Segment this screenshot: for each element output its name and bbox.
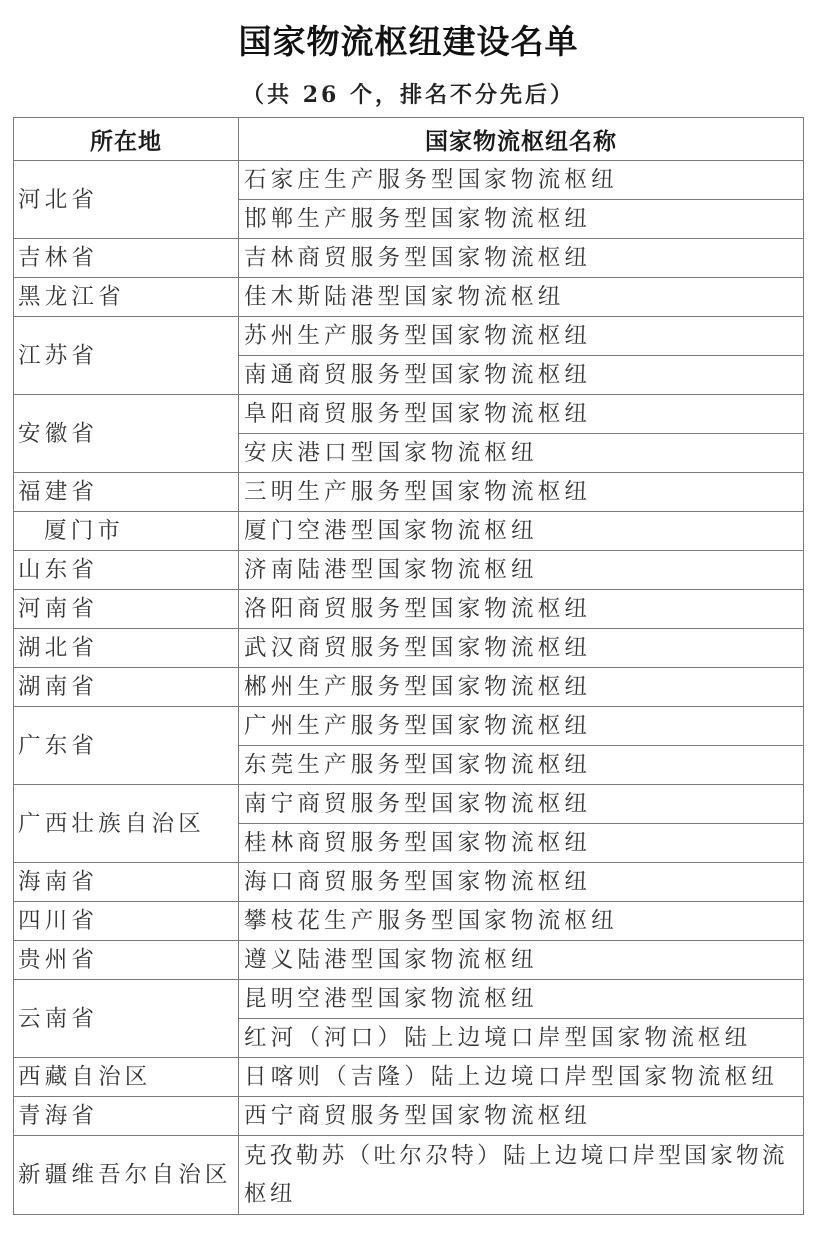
- hub-name-cell: 济南陆港型国家物流枢纽: [239, 551, 804, 590]
- table-row: [14, 590, 804, 629]
- hub-name-cell: 红河（河口）陆上边境口岸型国家物流枢纽: [239, 1019, 804, 1058]
- table-row: [14, 980, 804, 1019]
- hub-name-cell: 广州生产服务型国家物流枢纽: [239, 707, 804, 746]
- location-cell: 湖北省: [14, 629, 239, 668]
- hub-name-cell: 克孜勒苏（吐尔尕特）陆上边境口岸型国家物流枢纽: [239, 1136, 804, 1215]
- location-cell: 四川省: [14, 902, 239, 941]
- hub-name-cell: 南宁商贸服务型国家物流枢纽: [239, 785, 804, 824]
- location-cell: 湖南省: [14, 668, 239, 707]
- location-cell: 西藏自治区: [14, 1058, 239, 1097]
- table-row: [14, 239, 804, 278]
- hub-name-cell: 佳木斯陆港型国家物流枢纽: [239, 278, 804, 317]
- table-body: [14, 161, 804, 1215]
- location-cell: 厦门市: [14, 512, 239, 551]
- table-row: [14, 317, 804, 356]
- table-row: [14, 629, 804, 668]
- table-row: [14, 1058, 804, 1097]
- hub-name-cell: 郴州生产服务型国家物流枢纽: [239, 668, 804, 707]
- location-cell: 安徽省: [14, 395, 239, 473]
- hub-name-cell: 洛阳商贸服务型国家物流枢纽: [239, 590, 804, 629]
- table-row: [14, 707, 804, 746]
- column-header-hub-name: 国家物流枢纽名称: [239, 118, 804, 161]
- hub-name-cell: 东莞生产服务型国家物流枢纽: [239, 746, 804, 785]
- hub-name-cell: 日喀则（吉隆）陆上边境口岸型国家物流枢纽: [239, 1058, 804, 1097]
- table-row: [14, 395, 804, 434]
- table-row: [14, 473, 804, 512]
- table-row: [14, 941, 804, 980]
- hub-name-cell: 遵义陆港型国家物流枢纽: [239, 941, 804, 980]
- document-subtitle: （共 26 个，排名不分先后）: [242, 82, 575, 108]
- location-cell: 河北省: [14, 161, 239, 239]
- table-row: [14, 863, 804, 902]
- table-row: [14, 1097, 804, 1136]
- table-row: [14, 278, 804, 317]
- hub-name-cell: 安庆港口型国家物流枢纽: [239, 434, 804, 473]
- table-row: [14, 551, 804, 590]
- hub-name-cell: 西宁商贸服务型国家物流枢纽: [239, 1097, 804, 1136]
- location-cell: 吉林省: [14, 239, 239, 278]
- location-cell: 河南省: [14, 590, 239, 629]
- hub-name-cell: 厦门空港型国家物流枢纽: [239, 512, 804, 551]
- hub-name-cell: 攀枝花生产服务型国家物流枢纽: [239, 902, 804, 941]
- table-row: [14, 668, 804, 707]
- location-cell: 新疆维吾尔自治区: [14, 1136, 239, 1215]
- hub-name-cell: 苏州生产服务型国家物流枢纽: [239, 317, 804, 356]
- location-cell: 广东省: [14, 707, 239, 785]
- hub-name-cell: 三明生产服务型国家物流枢纽: [239, 473, 804, 512]
- table-row: [14, 902, 804, 941]
- hub-name-cell: 武汉商贸服务型国家物流枢纽: [239, 629, 804, 668]
- location-cell: 青海省: [14, 1097, 239, 1136]
- hub-name-cell: 吉林商贸服务型国家物流枢纽: [239, 239, 804, 278]
- location-cell: 福建省: [14, 473, 239, 512]
- location-cell: 广西壮族自治区: [14, 785, 239, 863]
- location-cell: 黑龙江省: [14, 278, 239, 317]
- location-cell: 江苏省: [14, 317, 239, 395]
- column-header-location: 所在地: [14, 118, 239, 161]
- table-row: [14, 1136, 804, 1215]
- location-cell: 山东省: [14, 551, 239, 590]
- document-title: 国家物流枢纽建设名单: [238, 22, 579, 61]
- location-cell: 云南省: [14, 980, 239, 1058]
- location-cell: 贵州省: [14, 941, 239, 980]
- hub-name-cell: 邯郸生产服务型国家物流枢纽: [239, 200, 804, 239]
- hub-name-cell: 昆明空港型国家物流枢纽: [239, 980, 804, 1019]
- hub-list-table: [13, 117, 804, 1215]
- hub-name-cell: 海口商贸服务型国家物流枢纽: [239, 863, 804, 902]
- table-row: [14, 512, 804, 551]
- hub-name-cell: 南通商贸服务型国家物流枢纽: [239, 356, 804, 395]
- table-row: [14, 161, 804, 200]
- hub-name-cell: 阜阳商贸服务型国家物流枢纽: [239, 395, 804, 434]
- hub-name-cell: 石家庄生产服务型国家物流枢纽: [239, 161, 804, 200]
- table-header-row: [14, 118, 804, 161]
- hub-name-cell: 桂林商贸服务型国家物流枢纽: [239, 824, 804, 863]
- table-row: [14, 785, 804, 824]
- location-cell: 海南省: [14, 863, 239, 902]
